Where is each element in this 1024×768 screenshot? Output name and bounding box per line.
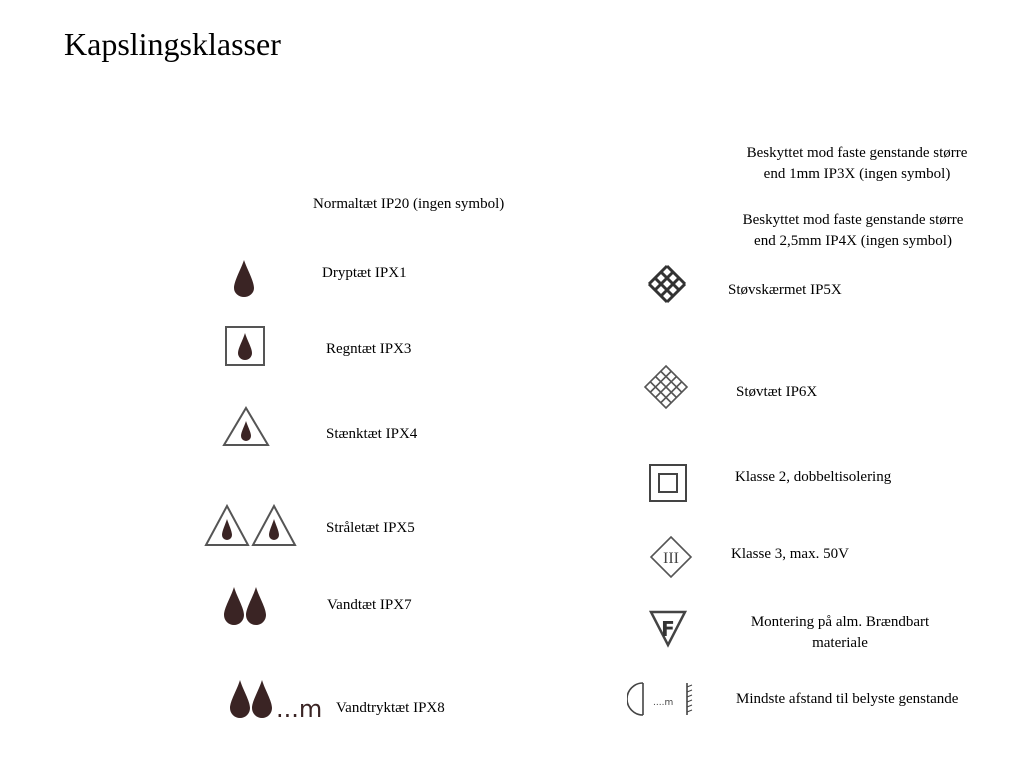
- montering-label: [724, 612, 956, 654]
- ip4x-line2: end 2,5mm IP4X (ingen symbol): [754, 233, 952, 249]
- page-title: Kapslingsklasser: [64, 26, 281, 62]
- klasse2-label: Klasse 2, dobbeltisolering: [735, 469, 892, 485]
- ipx4-label: Stænktæt IPX4: [326, 426, 418, 442]
- double-drop-triangle-icon: [204, 503, 298, 547]
- montering-line2: materiale: [812, 635, 868, 651]
- drop-icon: [232, 259, 256, 297]
- diamond-iii-icon: [649, 535, 693, 579]
- ip20-label: Normaltæt IP20 (ingen symbol): [313, 196, 505, 212]
- ipx1-label: Dryptæt IPX1: [322, 265, 407, 281]
- ip5x-label: Støvskærmet IP5X: [728, 282, 842, 298]
- ipx8-label: Vandtryktæt IPX8: [336, 700, 445, 716]
- ip4x-line1: Beskyttet mod faste genstande større: [742, 212, 964, 228]
- ip3x-line2: end 1mm IP3X (ingen symbol): [763, 166, 951, 182]
- drop-in-triangle-icon: [222, 405, 270, 447]
- ipx5-label: Stråletæt IPX5: [326, 520, 415, 536]
- ipx3-label: Regntæt IPX3: [326, 341, 412, 357]
- afstand-label: Mindste afstand til belyste genstande: [736, 691, 959, 707]
- two-drops-icon: [222, 586, 268, 626]
- drop-in-square-icon: [224, 325, 266, 367]
- ip4x-label: [710, 210, 996, 252]
- f-triangle-icon: [648, 608, 688, 648]
- depth-text: ...m: [276, 695, 323, 719]
- dust-grid-icon: [645, 262, 689, 306]
- montering-line1: Montering på alm. Brændbart: [750, 614, 930, 630]
- f-text: F: [661, 617, 675, 641]
- ip3x-line1: Beskyttet mod faste genstande større: [746, 145, 968, 161]
- ipx7-label: Vandtæt IPX7: [327, 597, 412, 613]
- iii-text: III: [663, 550, 679, 567]
- double-square-icon: [647, 462, 689, 504]
- dust-fine-grid-icon: [643, 364, 689, 410]
- two-drops-depth-icon: [228, 679, 328, 719]
- ip6x-label: Støvtæt IP6X: [736, 384, 818, 400]
- klasse3-label: Klasse 3, max. 50V: [731, 546, 849, 562]
- distance-icon: [627, 679, 701, 719]
- ip3x-label: [714, 143, 1000, 185]
- distance-text: ....m: [653, 698, 674, 708]
